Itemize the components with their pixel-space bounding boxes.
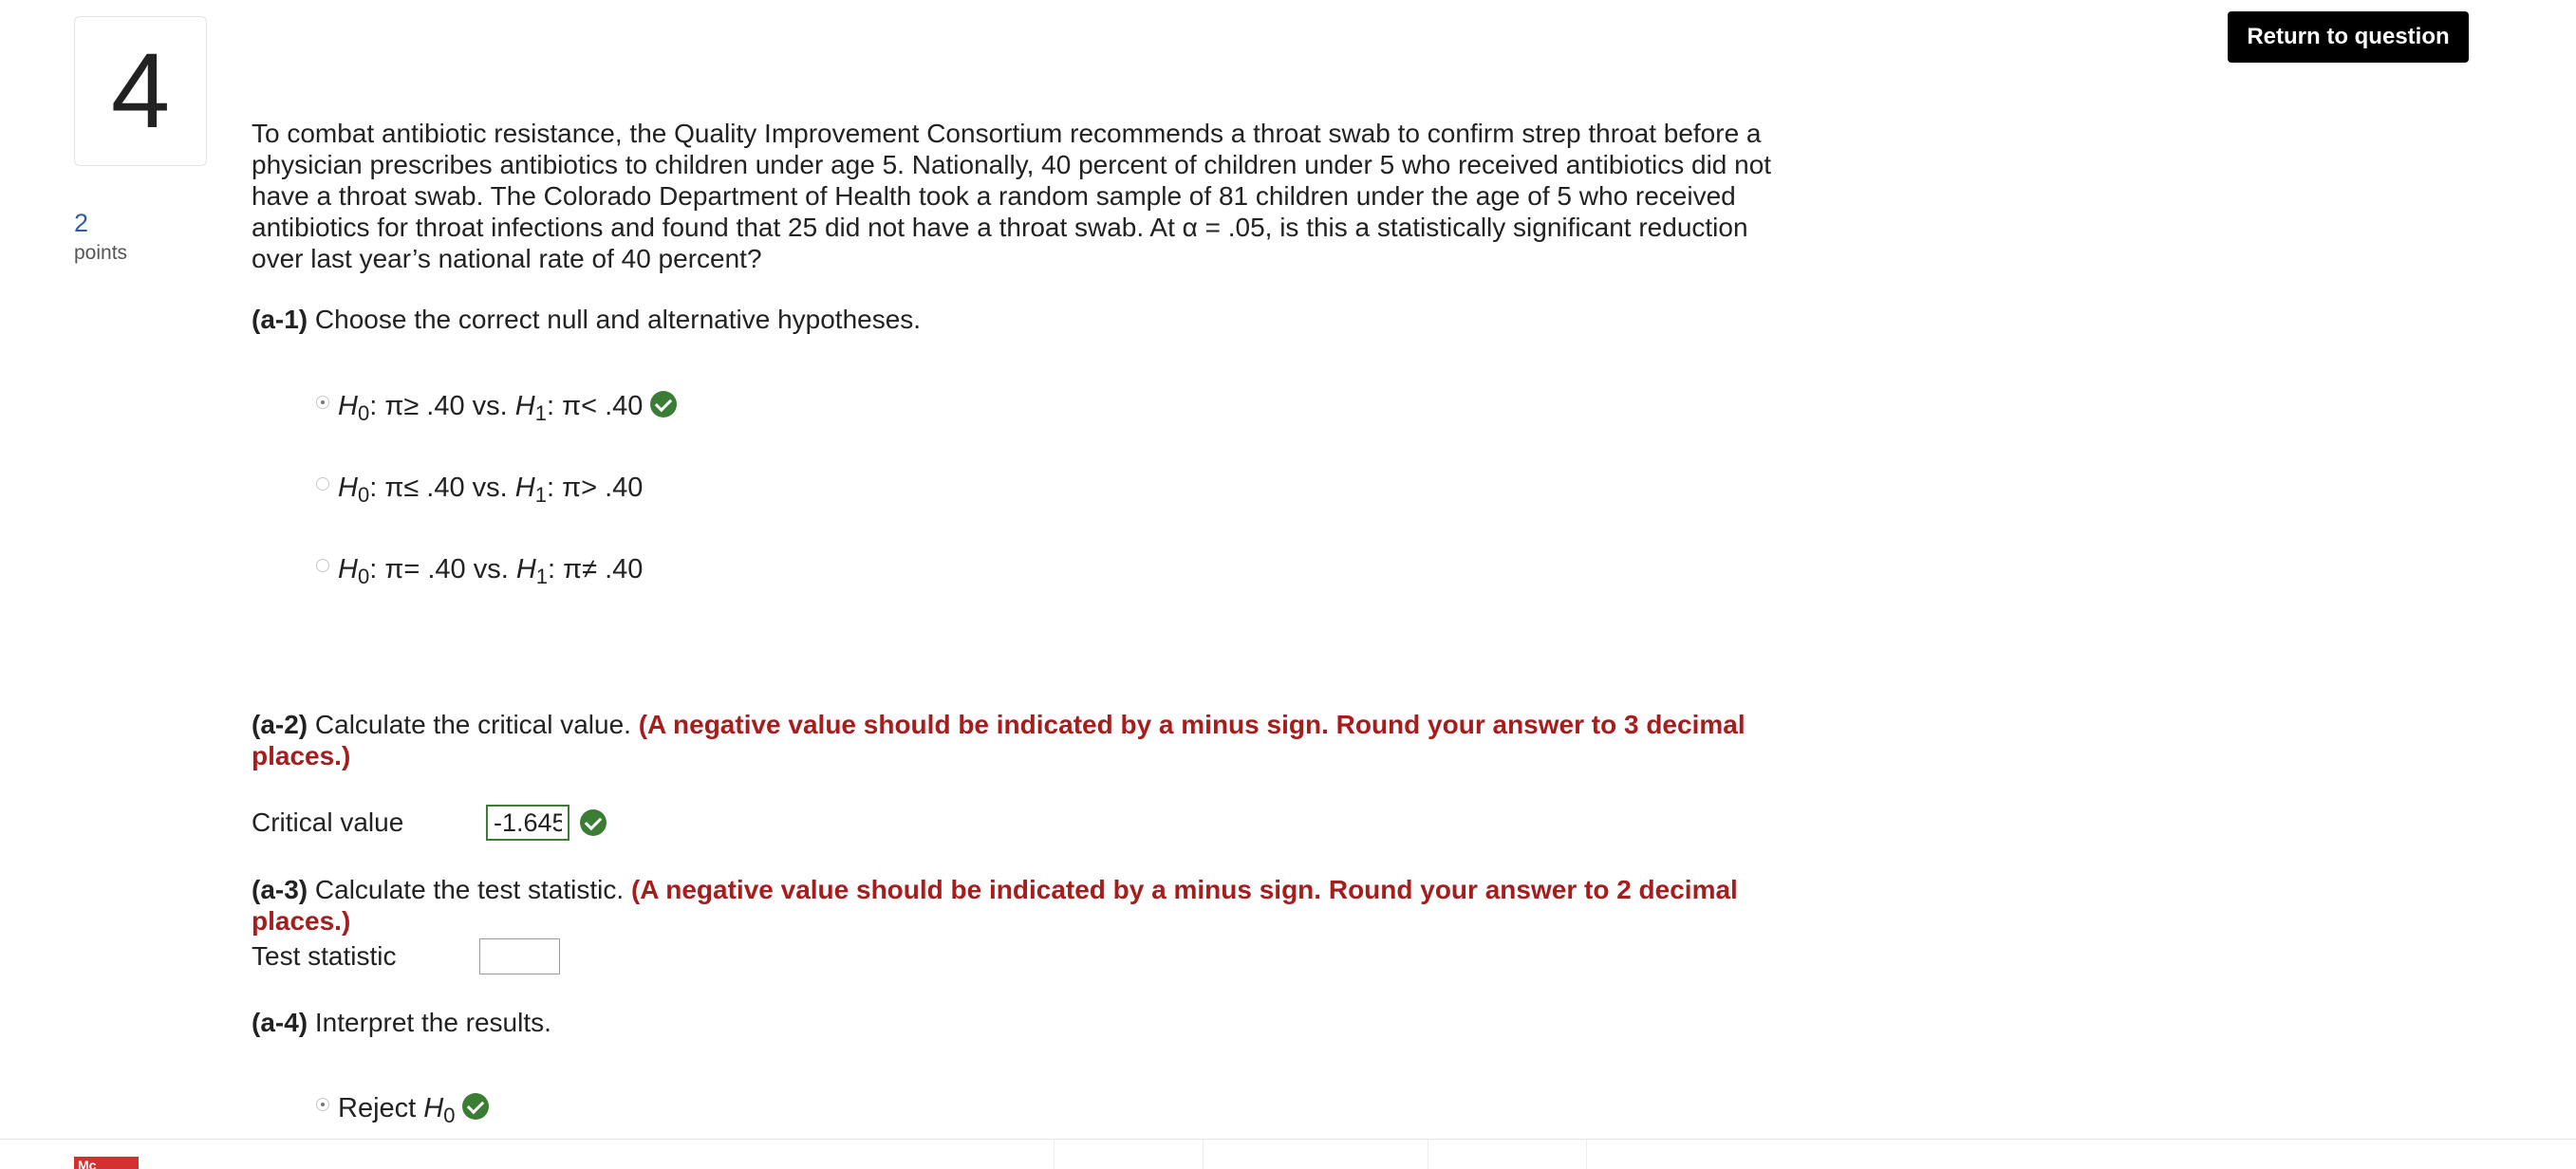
critical-value-input[interactable] [486, 805, 569, 841]
a3-text: Calculate the test statistic. [314, 875, 625, 904]
critical-value-label: Critical value [252, 807, 404, 837]
footer-separator [1203, 1140, 1204, 1169]
question-prompt: To combat antibiotic resistance, the Quality Improvement Consortium recommends a throat swab to confirm strep throat before a physician prescribes antibiotics to children under age 5. Nationally, 40 percent of children under 5 who received antibiotics did not have a throat swab. The Colorado Department of Health took a random sample of 81 children under the age of 5 who received antibiotics for throat infections and found that 25 did not have a throat swab. At α = .05, is this a statistically significant reduction over last year’s national rate of 40 percent? [252, 119, 1772, 273]
interpret-option-reject[interactable] [316, 1093, 489, 1128]
a2-tag: (a-2) [252, 710, 308, 739]
a1-text: Choose the correct null and alternative hypotheses. [314, 305, 922, 334]
radio-selected[interactable] [316, 396, 329, 409]
question-number-box [74, 16, 207, 166]
hypothesis-option-1[interactable] [316, 391, 677, 426]
hypothesis-option-2[interactable] [316, 473, 643, 508]
critical-value-row [252, 805, 607, 841]
test-statistic-row [252, 938, 560, 974]
a1-tag: (a-1) [252, 305, 308, 334]
question-number: 4 [110, 31, 171, 150]
footer-divider [0, 1139, 2576, 1140]
correct-check-icon [580, 809, 607, 836]
correct-check-icon [650, 391, 677, 418]
a3-tag: (a-3) [252, 875, 308, 904]
hypothesis-text: $H_0$: π= .40 vs. $H_1$: π≠ .40 [338, 554, 644, 588]
hypothesis-option-3[interactable] [316, 554, 643, 589]
correct-check-icon [462, 1093, 489, 1120]
footer-separator [1586, 1140, 1587, 1169]
footer-separator [1054, 1140, 1055, 1169]
a2-text: Calculate the critical value. [314, 710, 631, 739]
radio-unselected[interactable] [316, 477, 329, 491]
test-statistic-input[interactable] [479, 938, 560, 974]
points-value: 2 [74, 209, 89, 237]
a4-heading [252, 1007, 1789, 1038]
a3-heading [252, 874, 1789, 937]
question-prompt-block [252, 118, 1789, 274]
a4-tag: (a-4) [252, 1008, 308, 1037]
mcgraw-hill-logo: Mc [74, 1157, 139, 1169]
points-label: points [74, 242, 128, 264]
a4-text: Interpret the results. [314, 1008, 551, 1037]
radio-selected[interactable] [316, 1098, 329, 1111]
points-block [74, 209, 127, 265]
a3-note: (A negative value should be indicated by a minus sign. Round your answer to 2 decimal places.) [252, 875, 1738, 936]
hypothesis-text: $H_0$: π≥ .40 vs. $H_1$: π< .40 [338, 391, 644, 425]
hypothesis-text: $H_0$: π≤ .40 vs. $H_1$: π> .40 [338, 473, 644, 507]
reject-h0-text: Reject $H_0$ [338, 1093, 456, 1127]
return-to-question-button[interactable]: Return to question [2228, 11, 2469, 63]
radio-unselected[interactable] [316, 559, 329, 572]
a1-heading [252, 304, 1789, 335]
a2-heading [252, 709, 1789, 771]
a2-note: (A negative value should be indicated by a minus sign. Round your answer to 3 decimal places.) [252, 710, 1745, 770]
test-statistic-label: Test statistic [252, 941, 397, 971]
